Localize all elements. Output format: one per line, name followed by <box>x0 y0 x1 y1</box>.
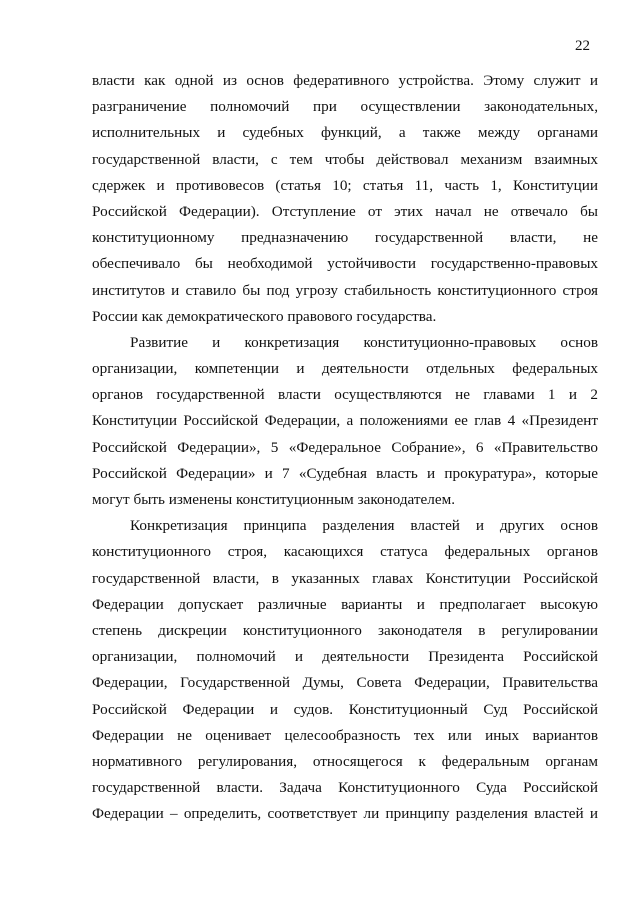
paragraph-2 <box>92 334 598 517</box>
text-line: Федерации – определить, соответствует ли принципу разделения властей и <box>92 805 598 823</box>
text-line: власти как одной из основ федеративного устройства. Этому служит и <box>92 72 598 89</box>
text-line: органов государственной власти осуществляются не главами 1 и 2 <box>92 386 598 404</box>
text-line: Российской Федерации» и 7 «Судебная власть и прокуратура», которые <box>92 464 598 482</box>
text-line: государственной власти, в указанных главах Конституции Российской <box>92 569 598 587</box>
page-number: 22 <box>575 38 590 54</box>
text-line: Федерации, Государственной Думы, Совета Федерации, Правительства <box>92 674 598 692</box>
text-line: разграничение полномочий при осуществлении законодательных, <box>92 98 598 116</box>
text-line: нормативного регулирования, относящегося к федеральным органам <box>92 752 598 770</box>
text-line: сдержек и противовесов (статья 10; статья 11, часть 1, Конституции <box>92 176 598 194</box>
text-line: Российской Федерации и судов. Конституционный Суд Российской <box>92 700 598 718</box>
text-line: Развитие и конкретизация конституционно-правовых основ <box>130 333 598 351</box>
text-line: Конкретизация принципа разделения властей и других основ <box>130 517 598 535</box>
paragraph-3 <box>92 517 598 831</box>
text-line: организации, компетенции и деятельности отдельных федеральных <box>92 360 598 378</box>
text-line: исполнительных и судебных функций, а также между органами <box>92 124 598 142</box>
text-line: России как демократического правового государства. <box>92 307 437 325</box>
paragraph-1 <box>92 72 598 334</box>
text-line: конституционному предназначению государственной власти, не <box>92 229 598 247</box>
document-body <box>92 72 598 831</box>
text-line: государственной власти. Задача Конституционного Суда Российской <box>92 779 598 797</box>
text-line: могут быть изменены конституционным законодателем. <box>92 491 455 508</box>
text-line: государственной власти, с тем чтобы действовал механизм взаимных <box>92 150 598 168</box>
text-line: организации, полномочий и деятельности Президента Российской <box>92 648 598 666</box>
text-line: Федерации не оценивает целесообразность тех или иных вариантов <box>92 726 598 744</box>
text-line: Федерации допускает различные варианты и предполагает высокую <box>92 595 598 613</box>
text-line: Российской Федерации). Отступление от этих начал не отвечало бы <box>92 202 598 220</box>
text-line: конституционного строя, касающихся статуса федеральных органов <box>92 543 598 561</box>
text-line: Российской Федерации», 5 «Федеральное Собрание», 6 «Правительство <box>92 438 598 456</box>
text-line: институтов и ставило бы под угрозу стабильность конституционного строя <box>92 281 598 299</box>
text-line: обеспечивало бы необходимой устойчивости государственно-правовых <box>92 255 598 273</box>
text-line: степень дискреции конституционного законодателя в регулировании <box>92 621 598 639</box>
text-line: Конституции Российской Федерации, а положениями ее глав 4 «Президент <box>92 412 598 430</box>
